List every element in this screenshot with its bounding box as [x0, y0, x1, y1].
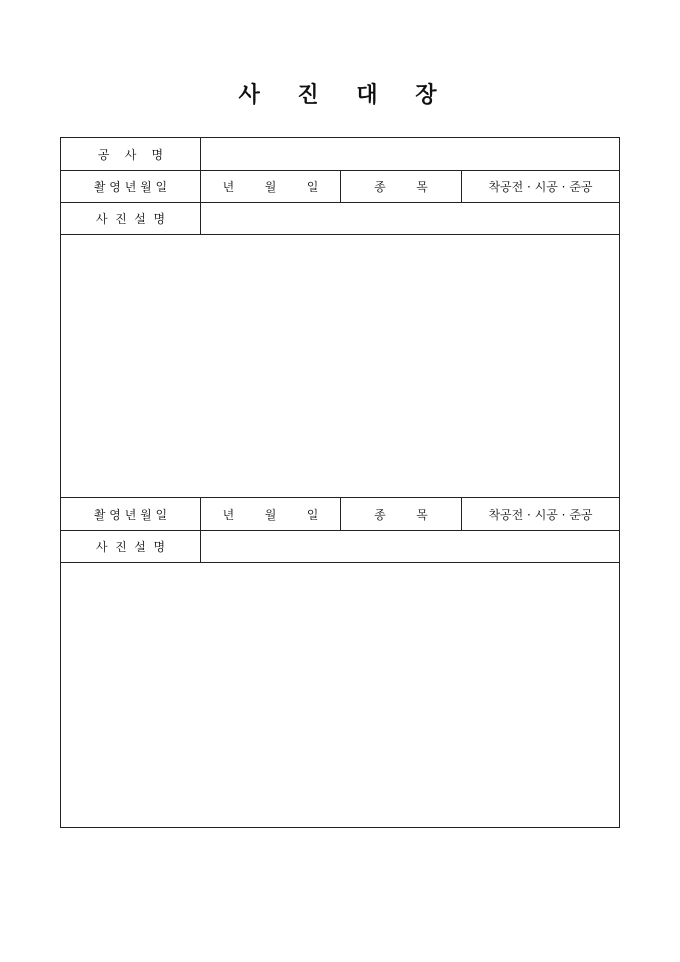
project-name-field[interactable]: [201, 138, 619, 170]
stage-field[interactable]: 착공전 · 시공 · 준공: [488, 180, 593, 194]
desc-label: 사 진 설 명: [61, 531, 201, 562]
photo-register-form: [60, 137, 620, 828]
project-name-row: [61, 138, 619, 171]
page-title: 사 진 대 장: [238, 82, 452, 108]
desc-field[interactable]: [201, 203, 619, 234]
desc-field[interactable]: [201, 531, 619, 562]
desc-label: 사 진 설 명: [61, 203, 201, 234]
type-label: 종 목: [341, 498, 462, 530]
date-label: 촬 영 년 월 일: [61, 498, 201, 530]
type-label: 종 목: [341, 171, 462, 202]
photo-area-2[interactable]: [61, 563, 619, 827]
stage-field[interactable]: 착공전 · 시공 · 준공: [488, 507, 593, 522]
photo-area-1[interactable]: [61, 235, 619, 498]
date-field[interactable]: 년 월 일: [201, 498, 341, 530]
project-name-label: 공 사 명: [61, 138, 201, 170]
date-row-2: [61, 498, 619, 531]
date-label: 촬 영 년 월 일: [61, 171, 201, 202]
desc-row-2: [61, 531, 619, 563]
date-row-1: [61, 171, 619, 203]
date-field[interactable]: 년 월 일: [201, 171, 341, 202]
desc-row-1: [61, 203, 619, 235]
